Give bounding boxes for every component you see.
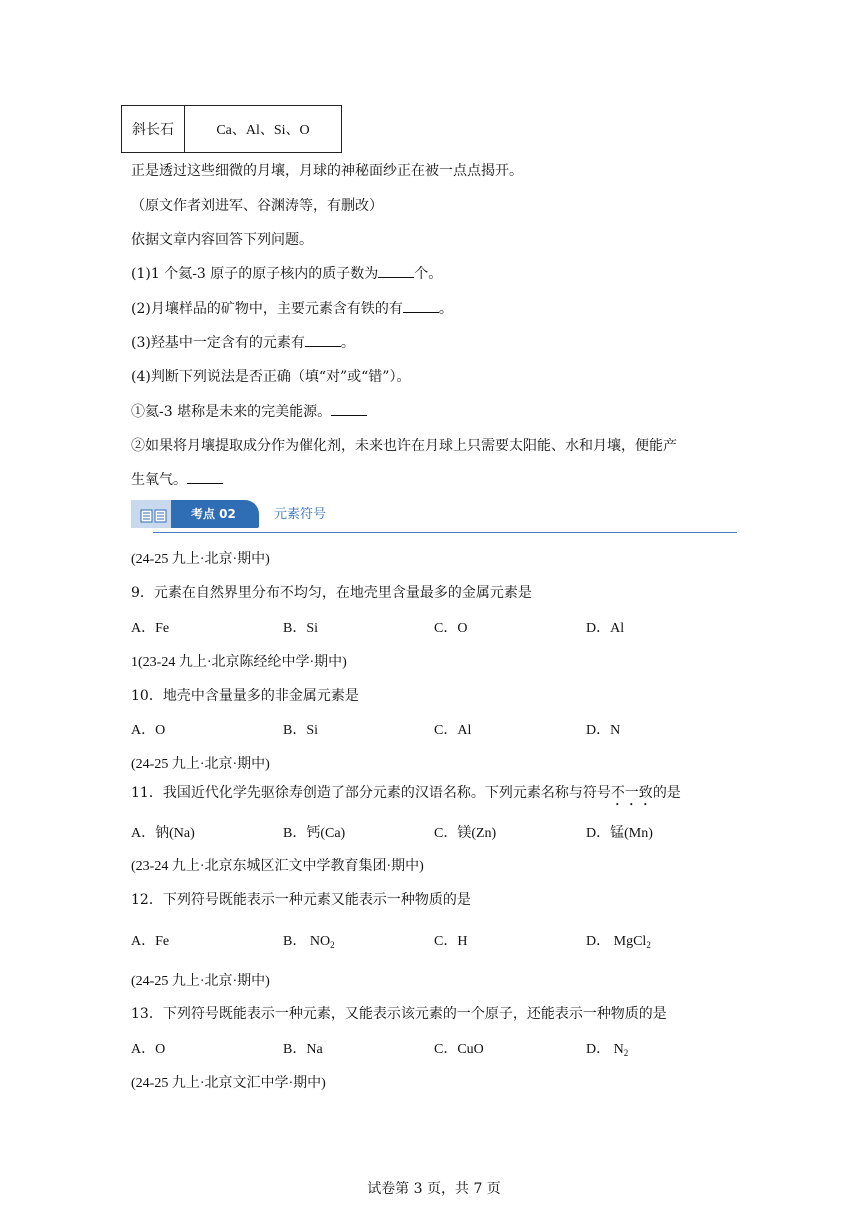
formula-main: MgCl: [613, 934, 647, 949]
q13-option-b: B．Na: [283, 1042, 323, 1057]
q13-option-a: A．O: [131, 1042, 166, 1057]
q11-option-b: B．钙(Ca): [283, 826, 346, 841]
q12-option-d: [586, 930, 651, 950]
answer-blank: [378, 263, 414, 278]
q9-stem: 9．元素在自然界里分布不均匀，在地壳里含量最多的金属元素是: [131, 585, 532, 601]
subquestion-4a: [131, 401, 367, 421]
passage-credit: （原文作者刘进军、谷渊涛等，有删改）: [131, 198, 383, 214]
mineral-elements-cell: Ca、Al、Si、O: [185, 106, 342, 153]
option-letter: D．: [586, 934, 611, 949]
q10-option-a: A．O: [131, 723, 166, 738]
formula-subscript: 2: [646, 940, 651, 950]
answer-blank: [305, 332, 341, 347]
section-label: 考点 02: [191, 507, 236, 521]
answer-blank: [187, 469, 223, 484]
q10-option-b: B．Si: [283, 723, 319, 738]
q9-option-b: B．Si: [283, 621, 319, 636]
q11-stem-b: 的是: [652, 785, 681, 801]
book-icon: [140, 509, 168, 523]
subquestion-2: [131, 298, 453, 318]
subquestion-2-text: (2)月壤样品的矿物中，主要元素含有铁的有: [131, 301, 403, 317]
subquestion-4b-line2: [131, 469, 223, 489]
answer-blank: [331, 401, 367, 416]
q10-option-c: C．Al: [434, 723, 472, 738]
table-row: [122, 106, 342, 153]
q12-source: (23-24 九上·北京东城区汇文中学教育集团·期中): [131, 859, 424, 874]
q9-option-d: D．Al: [586, 621, 625, 636]
subquestion-1: [131, 263, 442, 283]
q13-option-c: C．CuO: [434, 1042, 484, 1057]
mineral-table: [121, 105, 342, 153]
q12-option-c: C．H: [434, 934, 468, 949]
q11-option-a: A．钠(Na): [131, 826, 195, 841]
option-letter: D．: [586, 1042, 611, 1057]
q13-option-d: [586, 1038, 628, 1058]
q12-option-a: A．Fe: [131, 934, 170, 949]
subquestion-4a-text: ①氦-3 堪称是未来的完美能源。: [131, 404, 332, 420]
subquestion-4b-text: 生氧气。: [131, 472, 187, 488]
q9-option-a: A．Fe: [131, 621, 170, 636]
subquestion-4: (4)判断下列说法是否正确（填“对”或“错”）。: [131, 369, 411, 385]
q12-option-b: [283, 930, 335, 950]
passage-instruction: 依据文章内容回答下列问题。: [131, 232, 313, 248]
q10-stem: 10．地壳中含量量多的非金属元素是: [131, 688, 359, 704]
q9-source: (24-25 九上·北京·期中): [131, 552, 270, 567]
q11-option-c: C．镁(Zn): [434, 826, 497, 841]
option-letter: B．: [283, 934, 307, 949]
q11-stem: [131, 782, 681, 809]
q11-stem-a: 11．我国近代化学先驱徐寿创造了部分元素的汉语名称。下列元素名称与符号: [131, 785, 611, 801]
section-title: 元素符号: [274, 507, 327, 522]
section-divider: [153, 532, 737, 533]
q9-option-c: C．O: [434, 621, 468, 636]
q11-option-d: D．锰(Mn): [586, 826, 653, 841]
q13-stem: 13．下列符号既能表示一种元素，又能表示该元素的一个原子，还能表示一种物质的是: [131, 1006, 667, 1022]
mineral-name-cell: 斜长石: [122, 106, 185, 153]
formula-main: NO: [309, 934, 331, 949]
formula-main: N: [613, 1042, 624, 1057]
q14-source: (24-25 九上·北京文汇中学·期中): [131, 1076, 326, 1091]
subquestion-3-end: 。: [340, 335, 355, 351]
q11-source: (24-25 九上·北京·期中): [131, 757, 270, 772]
formula-subscript: 2: [623, 1048, 629, 1058]
subquestion-1-text: (1)1 个氦-3 原子的原子核内的质子数为: [131, 266, 379, 282]
subquestion-1-end: 个。: [414, 266, 443, 282]
q11-stem-emphasis: 不一致: [610, 785, 653, 801]
q12-stem: 12．下列符号既能表示一种元素又能表示一种物质的是: [131, 892, 471, 908]
subquestion-4b-line1: ②如果将月壤提取成分作为催化剂，未来也许在月球上只需要太阳能、水和月壤，便能产: [131, 438, 677, 454]
subquestion-3-text: (3)羟基中一定含有的元素有: [131, 335, 305, 351]
page-footer: 试卷第 3 页，共 7 页: [367, 1181, 501, 1197]
q13-source: (24-25 九上·北京·期中): [131, 974, 270, 989]
subquestion-3: [131, 332, 355, 352]
subquestion-2-end: 。: [438, 301, 453, 317]
passage-closing: 正是透过这些细微的月壤，月球的神秘面纱正在被一点点揭开。: [131, 163, 523, 179]
q10-option-d: D．N: [586, 723, 621, 738]
q10-source: 1(23-24 九上·北京陈经纶中学·期中): [131, 655, 347, 670]
formula-subscript: 2: [330, 940, 335, 950]
answer-blank: [403, 298, 439, 313]
